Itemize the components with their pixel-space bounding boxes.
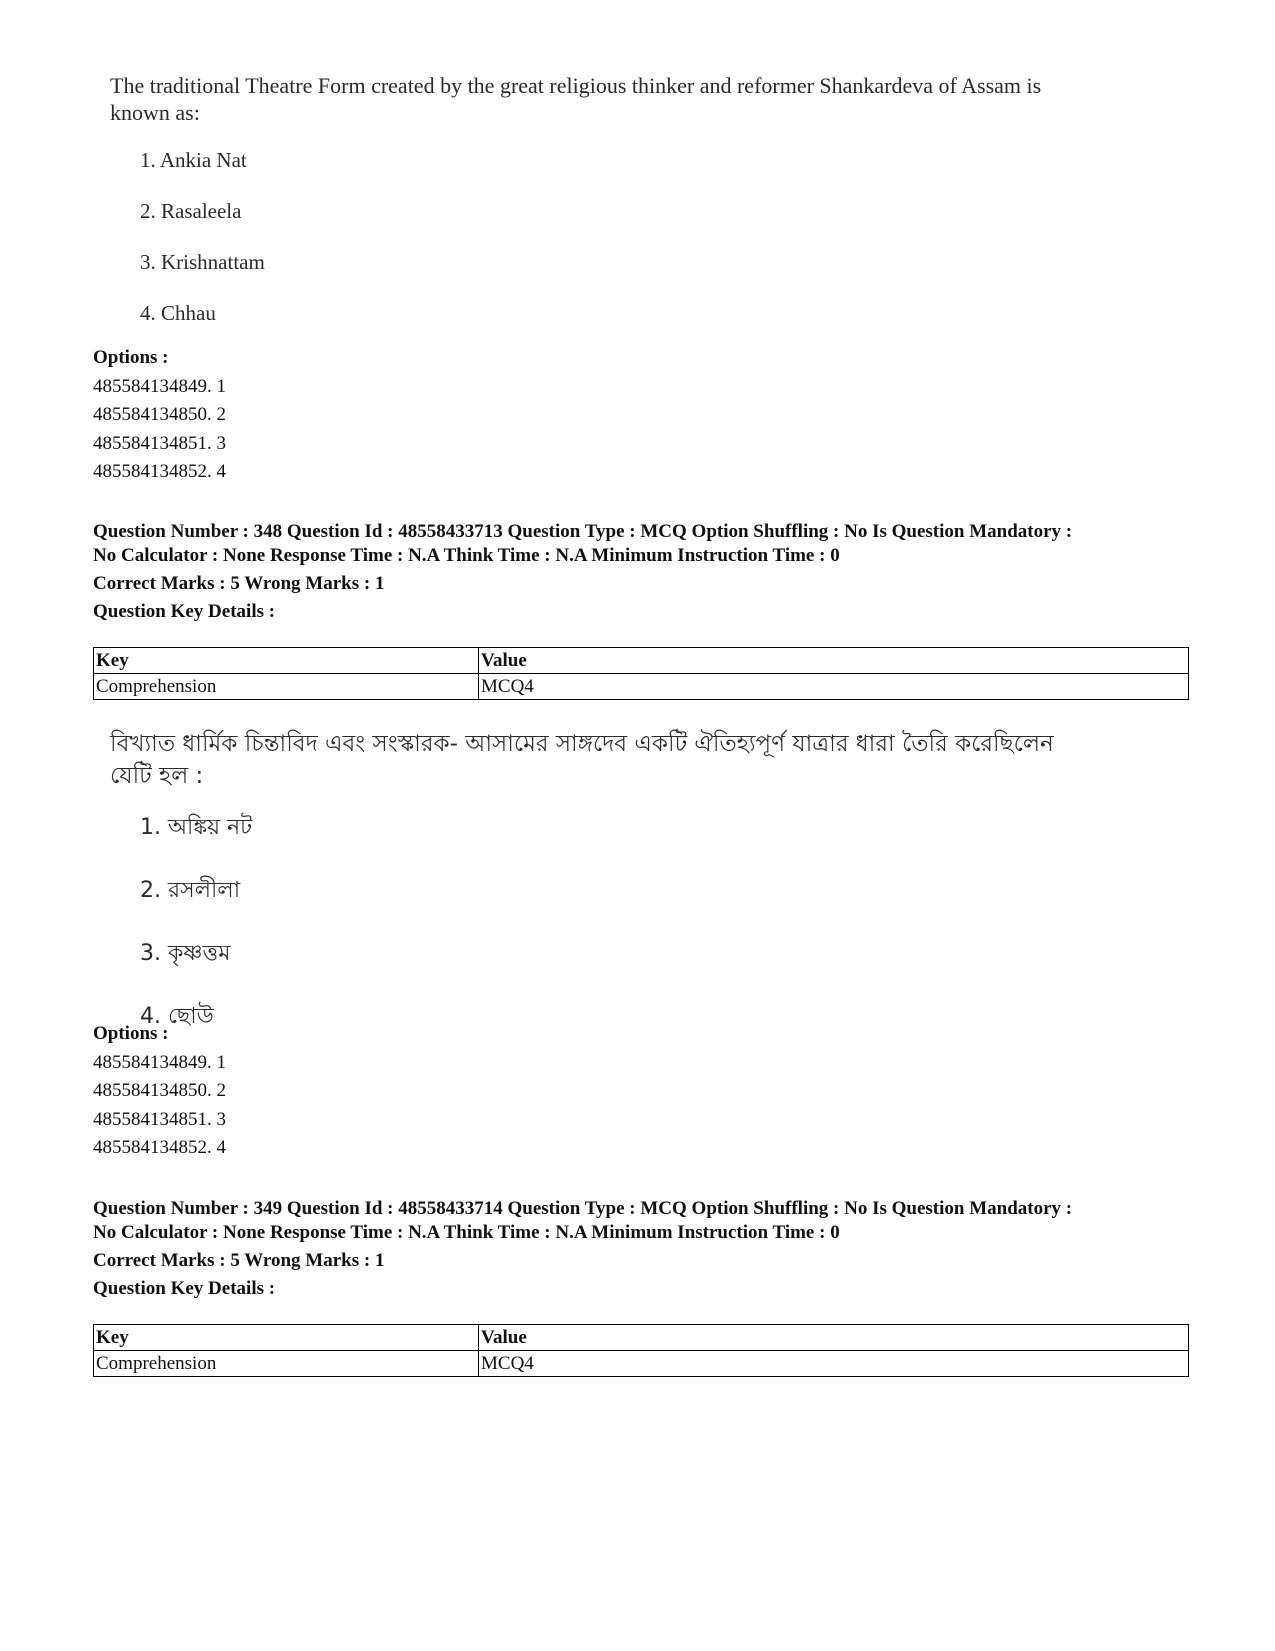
question-meta-line1: Question Number : 349 Question Id : 48558433714 Question Type : MCQ Option Shuffling : No Is Question Mandatory :	[93, 1198, 1073, 1219]
choice-1: 1. Ankia Nat	[140, 148, 247, 172]
marks-line: Correct Marks : 5 Wrong Marks : 1	[93, 573, 385, 594]
question-text-bengali	[110, 728, 1150, 1036]
question-stem-line1: The traditional Theatre Form created by the great religious thinker and reformer Shankardeva of Assam is	[110, 73, 1042, 98]
table-row	[94, 674, 1189, 700]
question-stem-line2: যেটি হল :	[110, 763, 204, 789]
option-item: 485584134849. 1	[93, 375, 226, 397]
option-item: 485584134850. 2	[93, 404, 226, 425]
choice-3: 3. Krishnattam	[140, 250, 265, 274]
question-meta-349	[93, 1197, 1193, 1301]
option-item: 485584134852. 4	[93, 461, 226, 482]
cell-key: Comprehension	[94, 674, 479, 700]
options-heading: Options :	[93, 347, 169, 368]
question-stem-line2: known as:	[110, 100, 200, 125]
option-item: 485584134851. 3	[93, 1108, 226, 1130]
header-value: Value	[479, 648, 1189, 674]
choice-2: 2. Rasaleela	[140, 199, 242, 223]
question-meta-348	[93, 520, 1193, 624]
options-heading: Options :	[93, 1023, 169, 1044]
choice-1: 1. অঙ্কিয় নট	[140, 815, 253, 840]
cell-value: MCQ4	[479, 1351, 1189, 1377]
question-meta-line2: No Calculator : None Response Time : N.A Think Time : N.A Minimum Instruction Time : 0	[93, 1222, 840, 1243]
header-key: Key	[94, 648, 479, 674]
key-details-heading: Question Key Details :	[93, 601, 276, 622]
key-details-table	[93, 647, 1189, 700]
marks-line: Correct Marks : 5 Wrong Marks : 1	[93, 1250, 385, 1271]
choice-3: 3. কৃষ্ণত্তম	[140, 941, 231, 966]
question-stem-line1: বিখ্যাত ধার্মিক চিন্তাবিদ এবং সংস্কারক- আসামের সাঙ্গদেব একটি ঐতিহ্যপূর্ণ যাত্রার ধারা তৈরি করেছিলেন	[110, 731, 1054, 757]
option-item: 485584134850. 2	[93, 1080, 226, 1101]
question-text-english	[110, 72, 1150, 326]
header-value: Value	[479, 1325, 1189, 1351]
options-list	[93, 1020, 226, 1163]
option-item: 485584134851. 3	[93, 432, 226, 454]
choice-2: 2. রসলীলা	[140, 878, 241, 903]
answer-choices	[110, 810, 1150, 1036]
answer-choices	[110, 148, 1150, 326]
question-meta-line1: Question Number : 348 Question Id : 48558433713 Question Type : MCQ Option Shuffling : No Is Question Mandatory :	[93, 521, 1073, 542]
option-item: 485584134852. 4	[93, 1137, 226, 1158]
choice-4: 4. Chhau	[140, 301, 216, 325]
options-list	[93, 344, 226, 487]
table-header-row	[94, 1325, 1189, 1351]
header-key: Key	[94, 1325, 479, 1351]
key-details-heading: Question Key Details :	[93, 1278, 276, 1299]
choice-4: 4. ছোউ	[140, 1004, 214, 1029]
key-details-table	[93, 1324, 1189, 1377]
cell-key: Comprehension	[94, 1351, 479, 1377]
question-meta-line2: No Calculator : None Response Time : N.A Think Time : N.A Minimum Instruction Time : 0	[93, 545, 840, 566]
cell-value: MCQ4	[479, 674, 1189, 700]
table-header-row	[94, 648, 1189, 674]
table-row	[94, 1351, 1189, 1377]
option-item: 485584134849. 1	[93, 1051, 226, 1073]
